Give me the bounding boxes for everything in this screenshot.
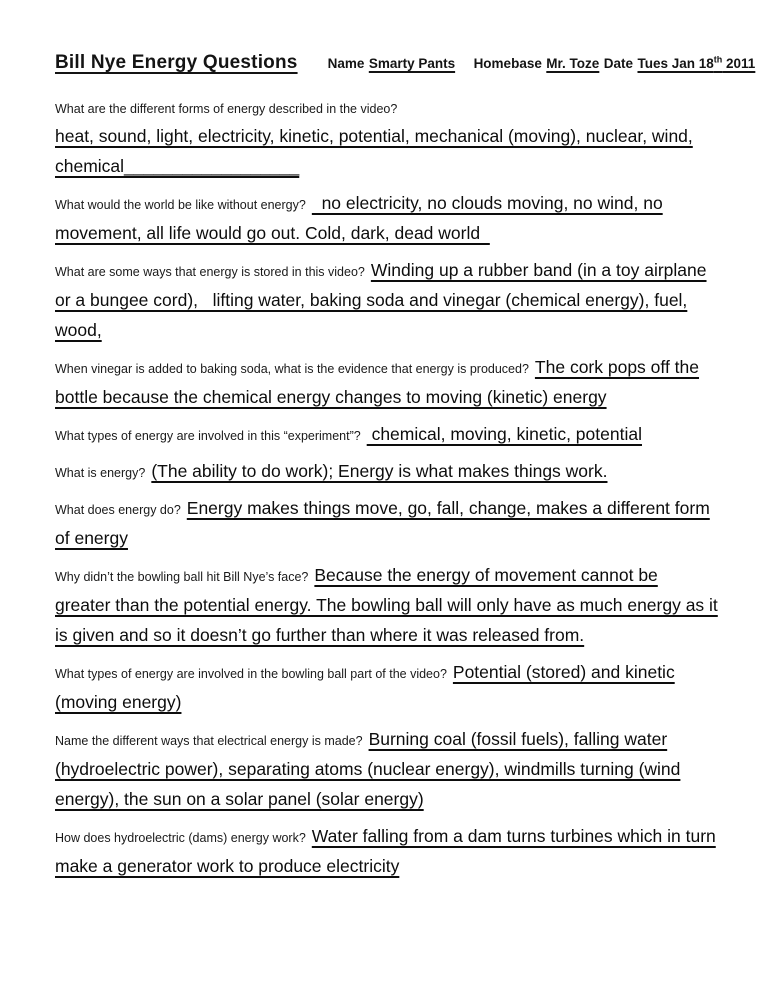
name-value: Smarty Pants xyxy=(368,56,456,71)
qa-block xyxy=(55,98,718,182)
question-text: What is energy? xyxy=(55,466,146,480)
answer-text: The cork pops off the bottle because the chemical energy changes to moving (kinetic) energy xyxy=(55,357,700,407)
answer-text: chemical, moving, kinetic, potential xyxy=(366,424,642,444)
qa-block xyxy=(55,725,718,815)
name-label: Name xyxy=(327,56,365,71)
qa-block xyxy=(55,420,718,450)
question-text: What would the world be like without energy? xyxy=(55,198,306,212)
question-text: What does energy do? xyxy=(55,503,181,517)
answer-text: Energy makes things move, go, fall, change, makes a different form of energy xyxy=(55,498,710,548)
answer-text: Potential (stored) and kinetic (moving energy) xyxy=(55,662,675,712)
question-text: What types of energy are involved in this “experiment”? xyxy=(55,429,361,443)
qa-block xyxy=(55,353,718,413)
question-text: What types of energy are involved in the bowling ball part of the video? xyxy=(55,667,447,681)
answer-text: Burning coal (fossil fuels), falling water (hydroelectric power), separating atoms (nuclear energy), windmills turning (wind energy), the sun on a solar panel (solar energy) xyxy=(55,729,681,809)
qa-block xyxy=(55,256,718,346)
qa-block xyxy=(55,822,718,882)
answer-text: (The ability to do work); Energy is what makes things work. xyxy=(151,461,608,481)
question-text: When vinegar is added to baking soda, what is the evidence that energy is produced? xyxy=(55,362,529,376)
homebase-label: Homebase xyxy=(473,56,542,71)
question-text: Name the different ways that electrical energy is made? xyxy=(55,734,363,748)
page-title: Bill Nye Energy Questions xyxy=(55,52,298,73)
answer-text: Water falling from a dam turns turbines which in turn make a generator work to produce electricity xyxy=(55,826,716,876)
date-year: 2011 xyxy=(722,56,756,71)
worksheet-header xyxy=(55,52,756,74)
answer-text: no electricity, no clouds moving, no wind, no movement, all life would go out. Cold, dark, dead world xyxy=(55,193,663,243)
qa-block xyxy=(55,494,718,554)
homebase-value: Mr. Toze xyxy=(546,56,600,71)
question-text: What are some ways that energy is stored in this video? xyxy=(55,265,365,279)
question-text: What are the different forms of energy described in the video? xyxy=(55,102,398,116)
qa-block xyxy=(55,658,718,718)
date-value xyxy=(637,56,755,71)
date-ordinal-suffix: th xyxy=(713,54,723,65)
qa-block xyxy=(55,561,718,651)
question-text: How does hydroelectric (dams) energy work? xyxy=(55,831,306,845)
answer-text: heat, sound, light, electricity, kinetic, potential, mechanical (moving), nuclear, wind, chemical__________________ xyxy=(55,126,693,176)
date-main: Tues Jan 18 xyxy=(637,56,714,71)
date-label: Date xyxy=(603,56,634,71)
answer-text: Because the energy of movement cannot be greater than the potential energy. The bowling ball will only have as much energy as it is given and so it doesn’t go further than where it was released from. xyxy=(55,565,718,645)
question-text: Why didn’t the bowling ball hit Bill Nye’s face? xyxy=(55,570,309,584)
qa-block xyxy=(55,189,718,249)
answer-text: Winding up a rubber band (in a toy airplane or a bungee cord), lifting water, baking soda and vinegar (chemical energy), fuel, wood, xyxy=(55,260,707,340)
qa-block xyxy=(55,457,718,487)
